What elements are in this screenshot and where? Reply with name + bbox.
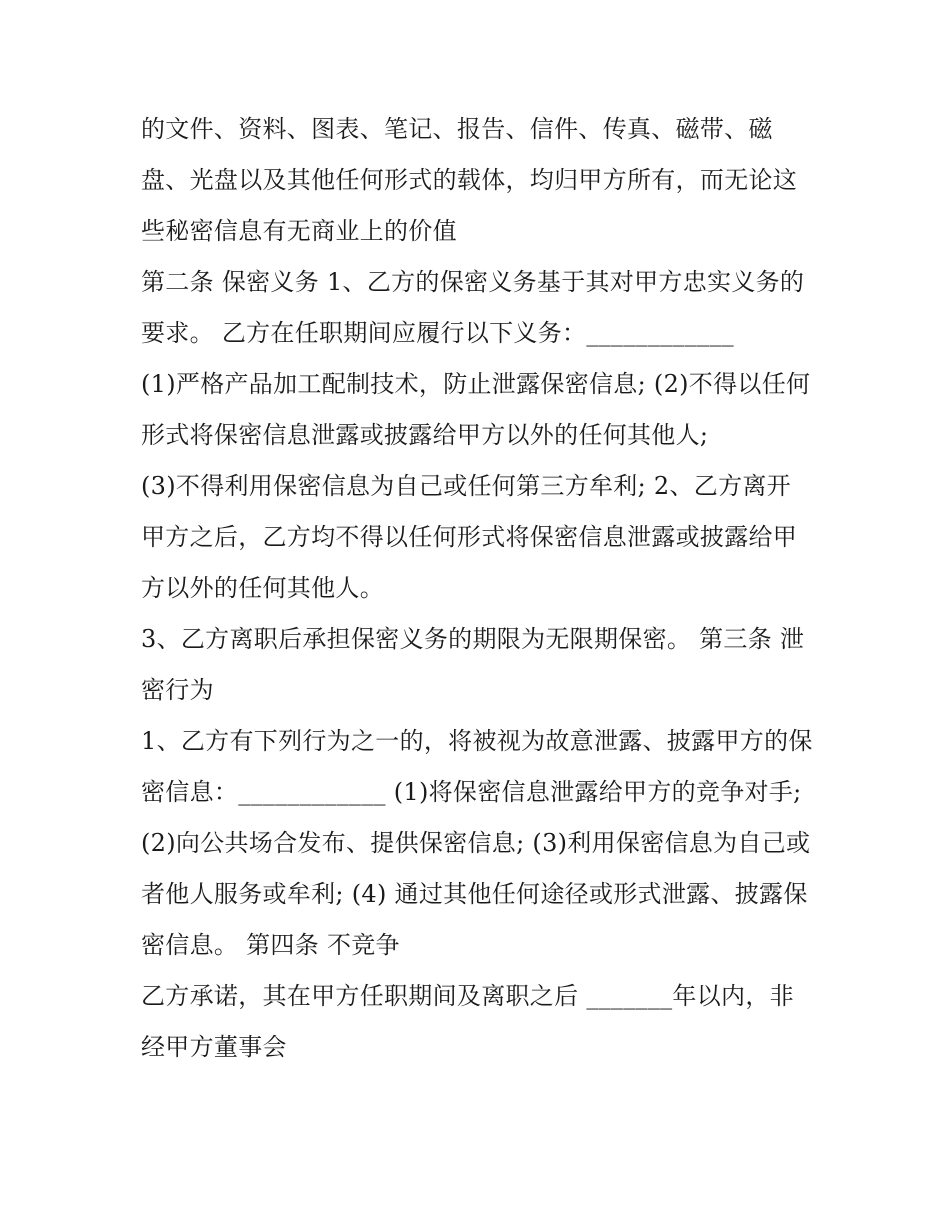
paragraph: 1、乙方有下列行为之一的，将被视为故意泄露、披露甲方的保密信息：____________ (1)将保密信息泄露给甲方的竞争对手; [141,727,813,806]
paragraph: 乙方承诺，其在甲方任职期间及离职之后 _______年以内，非经甲方董事会 [141,982,794,1061]
paragraph: 的文件、资料、图表、笔记、报告、信件、传真、磁带、磁盘、光盘以及其他任何形式的载体，均归甲方所有，而无论这些秘密信息有无商业上的价值 [141,115,798,245]
paragraph: (2)向公共场合发布、提供保密信息; (3)利用保密信息为自己或者他人服务或牟利; (4) 通过其他任何途径或形式泄露、披露保密信息。 第四条 不竞争 [141,829,811,959]
paragraph: 3、乙方离职后承担保密义务的期限为无限期保密。 第三条 泄密行为 [141,625,805,704]
paragraph: 第二条 保密义务 1、乙方的保密义务基于其对甲方忠实义务的要求。 乙方在任职期间应履行以下义务：____________ [141,268,805,347]
paragraph: (1)严格产品加工配制技术，防止泄露保密信息; (2)不得以任何形式将保密信息泄露或披露给甲方以外的任何其他人; [141,370,811,449]
document-body [141,104,813,1073]
paragraph: (3)不得利用保密信息为自己或任何第三方牟利; 2、乙方离开甲方之后，乙方均不得以任何形式将保密信息泄露或披露给甲方以外的任何其他人。 [141,472,798,602]
